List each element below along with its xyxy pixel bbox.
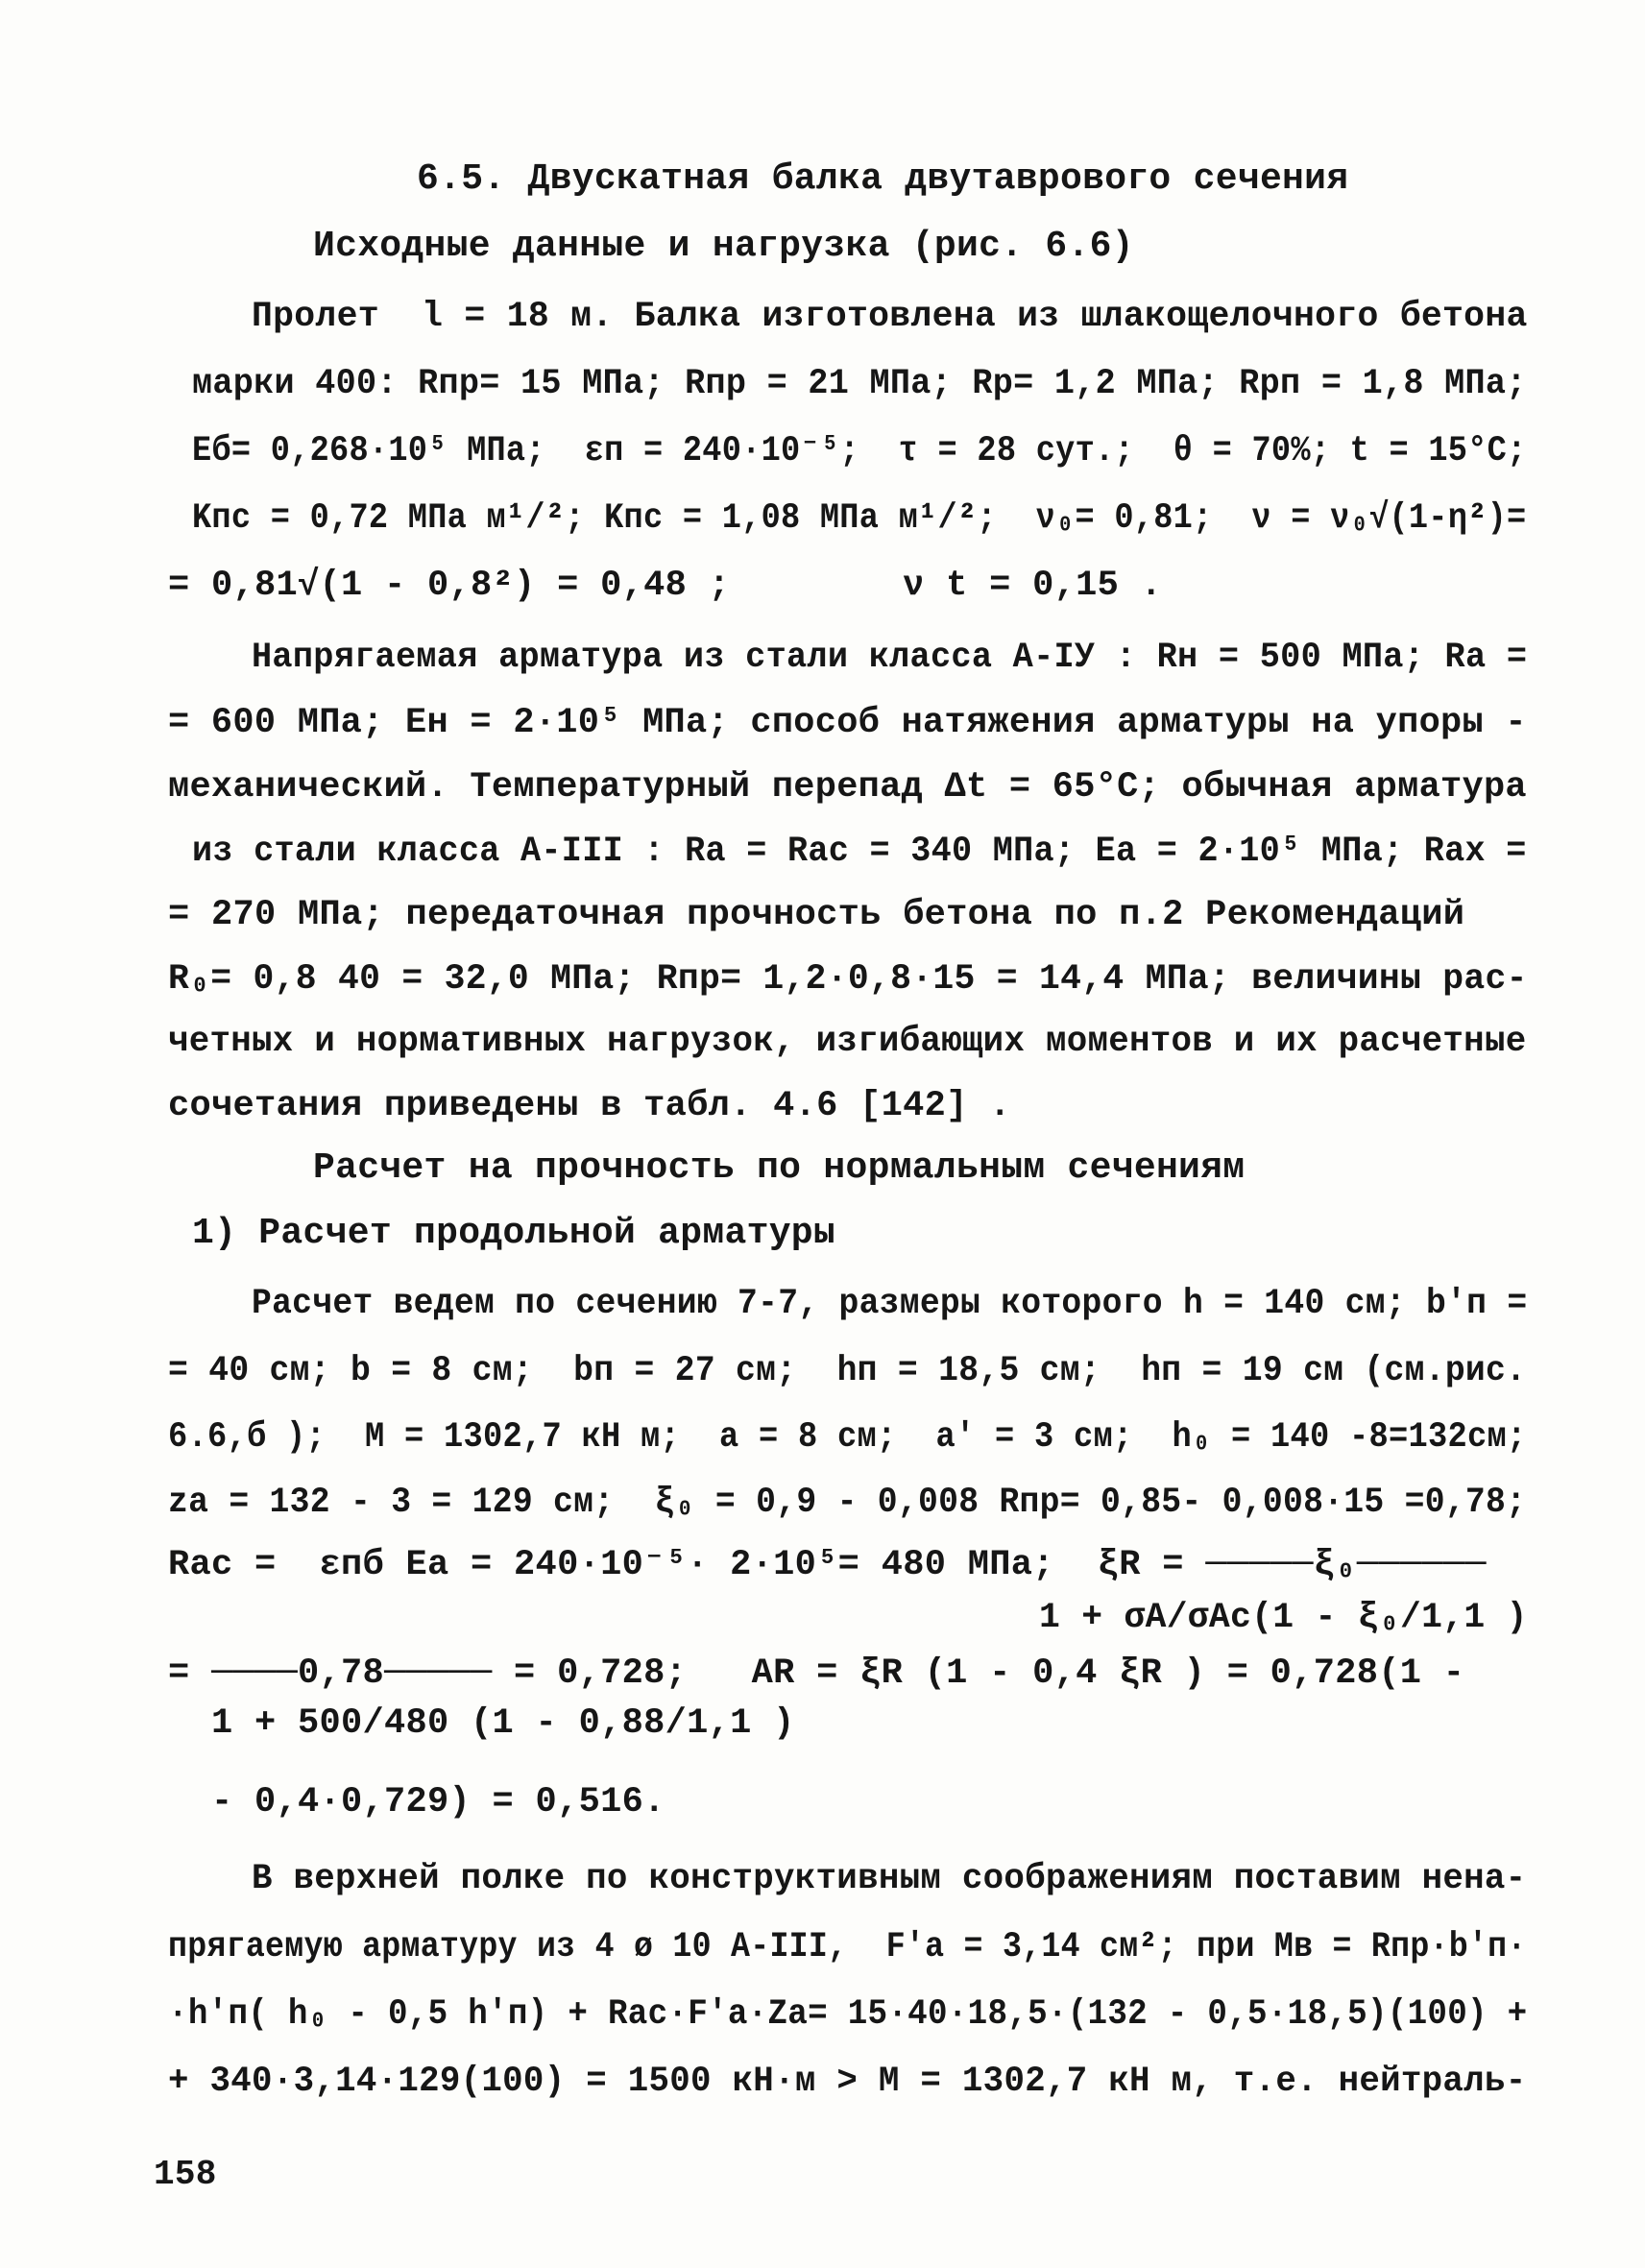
text-line: ·h'п( h₀ - 0,5 h'п) + Rас·F'а·Zа= 15·40·18,5·(132 - 0,5·18,5)(100) + bbox=[168, 1994, 1528, 2035]
section-title: 6.5. Двускатная балка двутаврового сечения bbox=[417, 158, 1349, 200]
text-line: = 0,81√(1 - 0,8²) = 0,48 ; ν t = 0,15 . bbox=[168, 566, 1163, 606]
heading-strength-normal-sections: Расчет на прочность по нормальным сечениям bbox=[313, 1147, 1246, 1189]
text-line: = ────0,78───── = 0,728; AR = ξR (1 - 0,4 ξR ) = 0,728(1 - bbox=[168, 1653, 1465, 1694]
text-line: Расчет ведем по сечению 7-7, размеры которого h = 140 см; b'п = bbox=[252, 1284, 1528, 1324]
text-line: Kпс = 0,72 МПа м¹/²; Kпс = 1,08 МПа м¹/²; ν₀= 0,81; ν = ν₀√(1-η²)= bbox=[192, 498, 1527, 539]
text-line: - 0,4·0,729) = 0,516. bbox=[168, 1782, 665, 1822]
text-line: В верхней полке по конструктивным соображениям поставим нена- bbox=[252, 1859, 1527, 1899]
page-number: 158 bbox=[154, 2155, 217, 2194]
text-line: Напрягаемая арматура из стали класса А-IУ : Rн = 500 МПа; Rа = bbox=[252, 638, 1528, 678]
text-line: Пролет l = 18 м. Балка изготовлена из шлакощелочного бетона bbox=[252, 297, 1528, 337]
text-line: = 270 МПа; передаточная прочность бетона по п.2 Рекомендаций bbox=[168, 895, 1465, 935]
text-line: марки 400: Rпр= 15 МПа; Rпр = 21 МПа; Rр= 1,2 МПа; Rрп = 1,8 МПа; bbox=[192, 364, 1527, 404]
heading-longitudinal-reinforcement: 1) Расчет продольной арматуры bbox=[192, 1213, 836, 1254]
text-line: Rас = εпб Eа = 240·10⁻⁵· 2·10⁵= 480 МПа; ξR = ─────ξ₀────── bbox=[168, 1545, 1487, 1585]
text-line: + 340·3,14·129(100) = 1500 кН·м > М = 1302,7 кН м, т.е. нейтраль- bbox=[168, 2062, 1527, 2102]
formula-denominator: 1 + 500/480 (1 - 0,88/1,1 ) bbox=[168, 1703, 795, 1744]
text-line: механический. Температурный перепад Δt = 65°C; обычная арматура bbox=[168, 767, 1527, 808]
text-line: из стали класса А-III : Rа = Rас = 340 МПа; Eа = 2·10⁵ МПа; Rах = bbox=[192, 832, 1527, 872]
text-line: 6.6,б ); М = 1302,7 кН м; a = 8 см; a' = 3 см; h₀ = 140 -8=132см; bbox=[168, 1417, 1527, 1458]
text-line: zа = 132 - 3 = 129 см; ξ₀ = 0,9 - 0,008 Rпр= 0,85- 0,008·15 =0,78; bbox=[168, 1483, 1527, 1523]
text-line: четных и нормативных нагрузок, изгибающих моментов и их расчетные bbox=[168, 1022, 1527, 1062]
text-line: сочетания приведены в табл. 4.6 [142] . bbox=[168, 1086, 1011, 1126]
formula-denominator: 1 + σA/σAс(1 - ξ₀/1,1 ) bbox=[168, 1598, 1528, 1638]
text-line: Eб= 0,268·10⁵ МПа; εп = 240·10⁻⁵; τ = 28 сут.; θ = 70%; t = 15°C; bbox=[192, 431, 1527, 471]
text-line: прягаемую арматуру из 4 ø 10 А-III, F'а = 3,14 см²; при Мв = Rпр·b'п· bbox=[168, 1927, 1527, 1967]
subtitle: Исходные данные и нагрузка (рис. 6.6) bbox=[313, 226, 1134, 267]
text-line: = 40 см; b = 8 см; bп = 27 см; hп = 18,5 см; hп = 19 см (см.рис. bbox=[168, 1351, 1527, 1391]
text-line: = 600 МПа; Eн = 2·10⁵ МПа; способ натяжения арматуры на упоры - bbox=[168, 703, 1527, 743]
text-line: R₀= 0,8 40 = 32,0 МПа; Rпр= 1,2·0,8·15 = 14,4 МПа; величины рас- bbox=[168, 959, 1528, 1000]
